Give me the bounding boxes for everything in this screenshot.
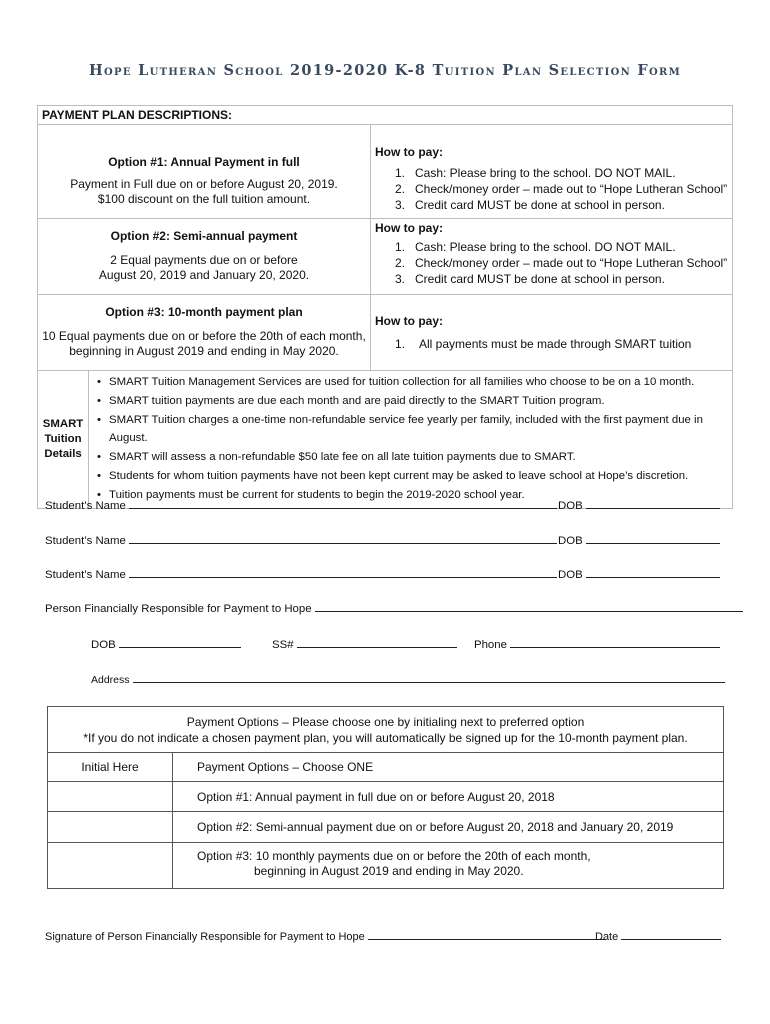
option-1-step: 1. Cash: Please bring to the school. DO NOT MAIL. [395,166,676,180]
option-3-desc-line: beginning in August 2019 and ending in May 2020. [69,344,339,358]
payment-option-2-text: Option #2: Semi-annual payment due on or before August 20, 2018 and January 20, 2019 [197,820,674,834]
student-name-field-1[interactable]: Student’s Name [45,497,557,512]
option-1-desc-line: $100 discount on the full tuition amount. [97,192,311,206]
payment-options-header-row [48,753,723,782]
smart-detail-item: • SMART tuition payments are due each month and are paid directly to the SMART Tuition program. [97,392,732,411]
responsible-person-field[interactable]: Person Financially Responsible for Payment to Hope [45,600,743,615]
payment-options-header: Payment Options – Choose ONE [197,760,374,774]
initial-here-header: Initial Here [48,753,173,781]
option-3-howto: How to pay: [375,314,443,328]
signature-field[interactable]: Signature of Person Financially Responsible for Payment to Hope [45,928,606,943]
initial-box-option-1[interactable] [48,782,173,811]
option-1-row [38,125,732,219]
option-3-title: Option #3: 10-month payment plan [105,305,303,319]
smart-detail-item: • SMART Tuition charges a one-time non-refundable service fee yearly per family, included with the first payment due in August. [97,411,732,449]
initial-box-option-2[interactable] [48,812,173,842]
payment-option-1-text: Option #1: Annual payment in full due on or before August 20, 2018 [197,790,555,804]
option-1-title: Option #1: Annual Payment in full [108,155,300,169]
option-1-howto: How to pay: [375,145,443,159]
form-title: Hope Lutheran School 2019-2020 K-8 Tuition Plan Selection Form [89,62,681,79]
payment-option-row-2 [48,812,723,843]
payment-option-row-3 [48,843,723,888]
option-3-row [38,295,732,371]
option-2-step: 1. Cash: Please bring to the school. DO NOT MAIL. [395,240,676,254]
option-3-step: 1. All payments must be made through SMART tuition [395,337,692,351]
student-name-field-2[interactable]: Student’s Name [45,532,557,547]
option-1-step: 3. Credit card MUST be done at school in person. [395,198,665,212]
ss-number-field[interactable]: SS# [272,636,457,651]
payment-options-instructions: Payment Options – Please choose one by initialing next to preferred option *If you do not indicate a chosen payment plan, you will automatically be signed up for the 10-month payment plan. [48,707,723,753]
option-1-desc-line: Payment in Full due on or before August 20, 2019. [70,177,338,191]
responsible-dob-field[interactable]: DOB [91,636,241,651]
option-2-step: 3. Credit card MUST be done at school in person. [395,272,665,286]
option-2-desc-line: August 20, 2019 and January 20, 2020. [98,268,310,282]
payment-option-3-text: Option #3: 10 monthly payments due on or before the 20th of each month, beginning in August 2019 and ending in May 2020. [197,849,591,878]
address-field[interactable]: Address [91,671,725,686]
smart-details-row [38,371,732,508]
smart-detail-item: • SMART will assess a non-refundable $50 late fee on all late tuition payments due to SMART. [97,448,732,467]
payment-option-row-1 [48,782,723,812]
smart-details-label: SMART Tuition Details [38,371,89,508]
initial-box-option-3[interactable] [48,843,173,888]
student-dob-field-2[interactable]: DOB [558,532,720,547]
option-2-row [38,219,732,295]
option-2-desc-line: 2 Equal payments due on or before [110,253,298,267]
plan-table-header: PAYMENT PLAN DESCRIPTIONS: [38,106,732,125]
smart-detail-item: • Tuition payments must be current for students to begin the 2019-2020 school year. [97,486,732,505]
phone-field[interactable]: Phone [474,636,720,651]
payment-plan-table [37,105,733,509]
payment-options-box [47,706,724,889]
option-2-step: 2. Check/money order – made out to “Hope Lutheran School” [395,256,728,270]
option-2-howto: How to pay: [375,221,443,235]
student-dob-field-3[interactable]: DOB [558,566,720,581]
option-1-step: 2. Check/money order – made out to “Hope Lutheran School” [395,182,728,196]
smart-detail-item: • Students for whom tuition payments have not been kept current may be asked to leave school at Hope’s discretion. [97,467,732,486]
option-3-desc-line: 10 Equal payments due on or before the 20th of each month, [42,329,366,343]
student-dob-field-1[interactable]: DOB [558,497,720,512]
option-2-title: Option #2: Semi-annual payment [110,229,298,243]
signature-date-field[interactable]: Date [595,928,721,943]
student-name-field-3[interactable]: Student’s Name [45,566,557,581]
smart-detail-item: • SMART Tuition Management Services are used for tuition collection for all families who choose to be on a 10 month. [97,373,732,392]
